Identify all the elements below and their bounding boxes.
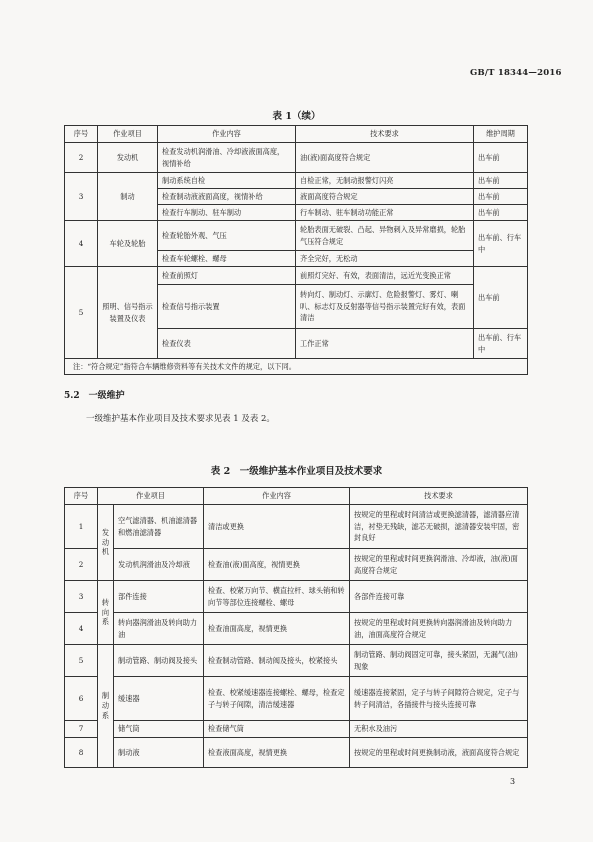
work-content: 检查液面高度，视情更换 [204, 738, 350, 768]
work-item: 储气筒 [114, 721, 204, 738]
work-content: 检查、校紧万向节、横直拉杆、球头销和转向节等部位连接螺栓、螺母 [204, 581, 350, 613]
table2-header-cell: 序号 [65, 488, 98, 505]
tech-requirement: 按规定的里程或时间更换制动液，液面高度符合规定 [350, 738, 528, 768]
table1 [64, 125, 528, 375]
row-number: 8 [65, 738, 98, 768]
work-item: 空气滤清器、机油滤清器和燃油滤清器 [114, 505, 204, 549]
tech-requirement: 无积水及油污 [350, 721, 528, 738]
work-item: 照明、信号指示装置及仪表 [98, 267, 158, 359]
row-number: 3 [65, 581, 98, 613]
work-content: 检查仪表 [158, 329, 296, 359]
table1-caption: 表 1（续） [272, 111, 321, 122]
maintenance-cycle: 出车前 [474, 205, 528, 221]
work-item: 发动机润滑油及冷却液 [114, 549, 204, 581]
table-row [65, 173, 528, 189]
work-content: 制动系统自检 [158, 173, 296, 189]
tech-requirement: 液面高度符合规定 [296, 189, 474, 205]
section-body: 一级维护基本作业项目及技术要求见表 1 及表 2。 [86, 414, 275, 424]
maintenance-cycle: 出车前 [474, 267, 528, 329]
row-number: 5 [65, 267, 98, 359]
category-label: 制动系 [101, 691, 110, 720]
table1-header-row [65, 126, 528, 143]
tech-requirement: 制动管路、制动阀固定可靠，接头紧固，无漏气(油)现象 [350, 645, 528, 677]
row-number: 7 [65, 721, 98, 738]
table2-header-cell: 作业项目 [98, 488, 204, 505]
work-content: 清洁或更换 [204, 505, 350, 549]
work-content: 检查车轮螺栓、螺母 [158, 251, 296, 267]
table1-note: 注：“符合规定”指符合车辆维修资料等有关技术文件的规定，以下同。 [65, 359, 528, 375]
work-item: 缓速器 [114, 677, 204, 721]
table-row [65, 613, 528, 645]
work-content: 检查轮胎外观、气压 [158, 221, 296, 251]
table-row [65, 221, 528, 251]
work-content: 检查前照灯 [158, 267, 296, 285]
table2-header-cell: 技术要求 [350, 488, 528, 505]
table2-header-row [65, 488, 528, 505]
tech-requirement: 行车制动、驻车制动功能正常 [296, 205, 474, 221]
tech-requirement: 转向灯、制动灯、示廓灯、危险报警灯、雾灯、喇叭、标志灯及反射器等信号指示装置完好有效，表面清洁 [296, 285, 474, 329]
work-content: 检查行车制动、驻车制动 [158, 205, 296, 221]
table1-header-cell: 作业项目 [98, 126, 158, 143]
work-content: 检查、校紧缓速器连接螺栓、螺母，检查定子与转子间隙，清洁缓速器 [204, 677, 350, 721]
work-content: 检查油面高度，视情更换 [204, 613, 350, 645]
row-number: 5 [65, 645, 98, 677]
category-label: 转向系 [101, 597, 110, 627]
table-row [65, 267, 528, 285]
row-number: 4 [65, 613, 98, 645]
tech-requirement: 齐全完好，无松动 [296, 251, 474, 267]
work-item: 制动液 [114, 738, 204, 768]
work-item: 制动管路、制动阀及接头 [114, 645, 204, 677]
tech-requirement: 缓速器连接紧固，定子与转子间隙符合规定，定子与转子间清洁，各插接件与接头连接可靠 [350, 677, 528, 721]
tech-requirement: 前照灯完好、有效，表面清洁，远近光变换正常 [296, 267, 474, 285]
work-item: 制动 [98, 173, 158, 221]
work-item: 转向器润滑油及转向助力油 [114, 613, 204, 645]
maintenance-cycle: 出车前 [474, 173, 528, 189]
work-content: 检查油(液)面高度，视情更换 [204, 549, 350, 581]
table-row [65, 505, 528, 549]
maintenance-cycle: 出车前、行车中 [474, 329, 528, 359]
table2-caption: 表 2 一级维护基本作业项目及技术要求 [210, 466, 383, 477]
table1-header-cell: 作业内容 [158, 126, 296, 143]
work-item: 发动机 [98, 143, 158, 173]
table2 [64, 487, 528, 768]
table2-header-cell: 作业内容 [204, 488, 350, 505]
work-content: 检查发动机润滑油、冷却液液面高度，视情补给 [158, 143, 296, 173]
work-content: 检查储气筒 [204, 721, 350, 738]
category-cell [98, 505, 114, 581]
tech-requirement: 自检正常，无制动报警灯闪亮 [296, 173, 474, 189]
table1-header-cell: 技术要求 [296, 126, 474, 143]
table-row [65, 645, 528, 677]
page-number: 3 [510, 777, 516, 786]
tech-requirement: 按规定的里程或时间更换润滑油、冷却液，油(液)面高度符合规定 [350, 549, 528, 581]
table-row [65, 721, 528, 738]
tech-requirement: 按规定的里程或时间清洁或更换滤清器，滤清器应清洁，衬垫无残缺，滤芯无破损，滤清器安装牢固，密封良好 [350, 505, 528, 549]
tech-requirement: 各部件连接可靠 [350, 581, 528, 613]
tech-requirement: 油(液)面高度符合规定 [296, 143, 474, 173]
row-number: 6 [65, 677, 98, 721]
section-heading: 5.2 一级维护 [64, 391, 125, 401]
tech-requirement: 工作正常 [296, 329, 474, 359]
work-content: 检查制动液液面高度，视情补给 [158, 189, 296, 205]
row-number: 4 [65, 221, 98, 267]
table-note-row [65, 359, 528, 375]
work-item: 部件连接 [114, 581, 204, 613]
tech-requirement: 按规定的里程或时间更换转向器润滑油及转向助力油，油面高度符合规定 [350, 613, 528, 645]
table-row [65, 738, 528, 768]
category-cell [98, 645, 114, 768]
standard-code: GB/T 18344—2016 [470, 68, 562, 78]
tech-requirement: 轮胎表面无破裂、凸起、异物刺入及异常磨损，轮胎气压符合规定 [296, 221, 474, 251]
table-row [65, 143, 528, 173]
work-content: 检查制动管路、制动阀及接头，校紧接头 [204, 645, 350, 677]
table-row [65, 677, 528, 721]
table1-header-cell: 序号 [65, 126, 98, 143]
category-label: 发动机 [101, 527, 110, 557]
row-number: 2 [65, 549, 98, 581]
maintenance-cycle: 出车前、行车中 [474, 221, 528, 267]
table-row [65, 549, 528, 581]
category-cell [98, 581, 114, 645]
table1-header-cell: 维护周期 [474, 126, 528, 143]
work-content: 检查信号指示装置 [158, 285, 296, 329]
row-number: 1 [65, 505, 98, 549]
row-number: 3 [65, 173, 98, 221]
work-item: 车轮及轮胎 [98, 221, 158, 267]
table-row [65, 581, 528, 613]
maintenance-cycle: 出车前 [474, 189, 528, 205]
row-number: 2 [65, 143, 98, 173]
maintenance-cycle: 出车前 [474, 143, 528, 173]
